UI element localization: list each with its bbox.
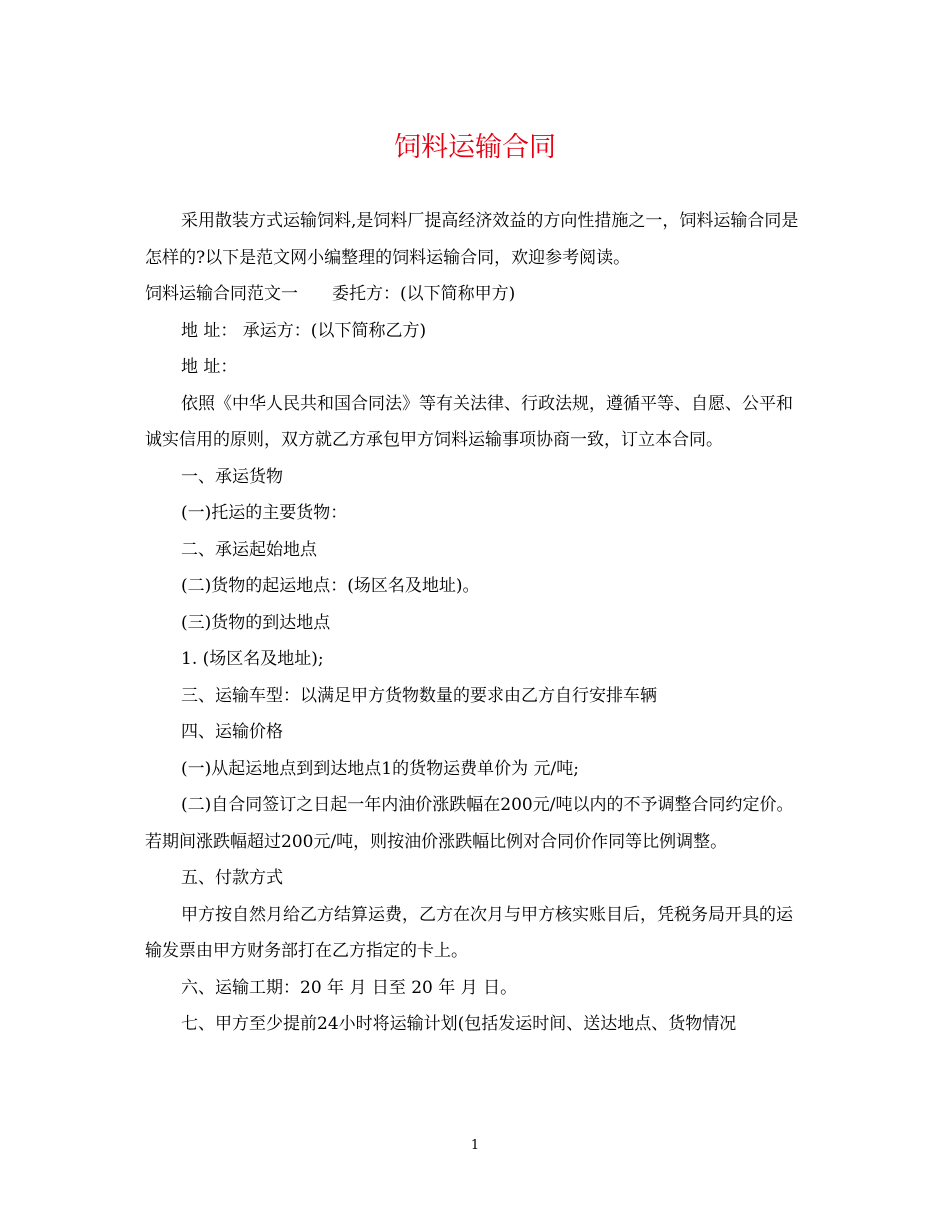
- section-heading-price: 四、运输价格: [181, 722, 283, 742]
- paragraph-destination-1: 1. (场区名及地址);: [181, 649, 324, 669]
- paragraph-address: 地 址：: [181, 357, 238, 377]
- paragraph-intro: 采用散装方式运输饲料,是饲料厂提高经济效益的方向性措施之一，饲料运输合同是怎样的?以下是范文网小编整理的饲料运输合同，欢迎参考阅读。: [145, 211, 799, 268]
- paragraph-legal-basis: 依照《中华人民共和国合同法》等有关法律、行政法规，遵循平等、自愿、公平和诚实信用的原则，双方就乙方承包甲方饲料运输事项协商一致，订立本合同。: [145, 393, 793, 450]
- document-title: 饲料运输合同: [394, 132, 556, 163]
- paragraph-address-carrier: 地 址： 承运方：(以下简称乙方): [181, 320, 427, 341]
- paragraph-main-goods: (一)托运的主要货物：: [181, 503, 348, 523]
- paragraph-price-adjustment: (二)自合同签订之日起一年内油价涨跌幅在200元/吨以内的不予调整合同约定价。若期间涨跌幅超过200元/吨，则按油价涨跌幅比例对合同价作同等比例调整。: [145, 795, 794, 852]
- section-heading-locations: 二、承运起始地点: [181, 539, 317, 560]
- paragraph-origin: (二)货物的起运地点：(场区名及地址)。: [181, 576, 480, 596]
- page-number: 1: [470, 1138, 480, 1153]
- section-heading-payment: 五、付款方式: [181, 868, 283, 888]
- paragraph-transport-plan: 七、甲方至少提前24小时将运输计划(包括发运时间、送达地点、货物情况: [181, 1014, 737, 1034]
- paragraph-payment-terms: 甲方按自然月给乙方结算运费，乙方在次月与甲方核实账目后，凭税务局开具的运输发票由甲方财务部打在乙方指定的卡上。: [145, 904, 793, 961]
- document-body: [145, 203, 809, 1043]
- section-heading-period: 六、运输工期：20 年 月 日至 20 年 月 日。: [181, 977, 518, 998]
- paragraph-unit-price: (一)从起运地点到到达地点1的货物运费单价为 元/吨;: [181, 758, 579, 779]
- paragraph-destination: (三)货物的到达地点: [181, 612, 331, 633]
- section-heading-goods: 一、承运货物: [181, 466, 283, 487]
- section-heading-vehicle: 三、运输车型：以满足甲方货物数量的要求由乙方自行安排车辆: [181, 685, 657, 706]
- paragraph-sample-heading: 饲料运输合同范文一 委托方：(以下简称甲方): [145, 284, 516, 304]
